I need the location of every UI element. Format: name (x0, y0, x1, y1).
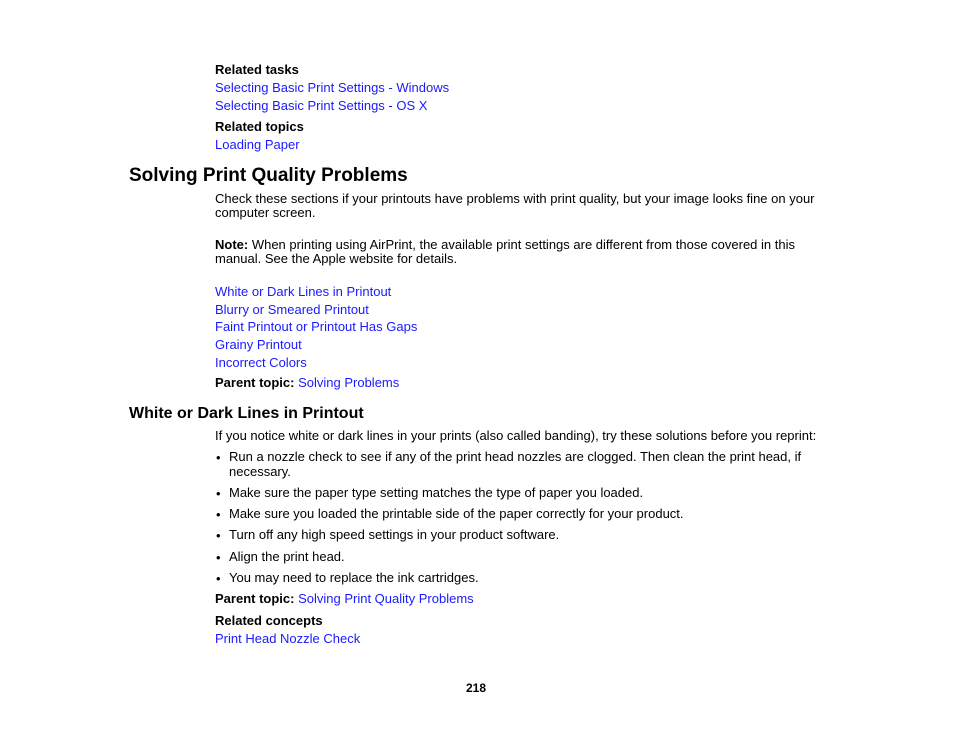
link-white-dark-lines[interactable]: White or Dark Lines in Printout (215, 284, 392, 299)
section-title-white-dark-lines: White or Dark Lines in Printout (129, 405, 364, 422)
page-number: 218 (466, 681, 487, 695)
note-text: When printing using AirPrint, the available print settings are different from those covered in this (248, 237, 795, 252)
link-faint-printout[interactable]: Faint Printout or Printout Has Gaps (215, 319, 418, 334)
related-topics-heading: Related topics (215, 119, 304, 134)
bullet-item-1-line-1: Run a nozzle check to see if any of the print head nozzles are clogged. Then clean the print head, if (229, 449, 802, 464)
related-tasks-heading: Related tasks (215, 62, 299, 77)
bullet-icon: • (216, 450, 221, 465)
link-loading-paper[interactable]: Loading Paper (215, 137, 300, 152)
related-concepts-heading: Related concepts (215, 613, 323, 628)
bullet-icon: • (216, 571, 221, 586)
link-grainy-printout[interactable]: Grainy Printout (215, 337, 302, 352)
parent-topic-label: Parent topic: (215, 375, 295, 390)
link-basic-print-settings-windows[interactable]: Selecting Basic Print Settings - Windows (215, 80, 450, 95)
note-line-2: manual. See the Apple website for details. (215, 251, 458, 266)
link-solving-print-quality-problems[interactable]: Solving Print Quality Problems (298, 591, 474, 606)
bullet-item-5: Align the print head. (229, 549, 345, 564)
note-label: Note: (215, 237, 249, 252)
parent-topic-1 (215, 376, 399, 390)
bullet-icon: • (216, 528, 221, 543)
bullet-icon: • (216, 507, 221, 522)
bullet-item-2: Make sure the paper type setting matches the type of paper you loaded. (229, 485, 644, 500)
parent-topic-label: Parent topic: (215, 591, 295, 606)
section-title-print-quality: Solving Print Quality Problems (129, 165, 408, 186)
bullet-item-6: You may need to replace the ink cartridges. (229, 570, 479, 585)
bullet-item-4: Turn off any high speed settings in your product software. (229, 527, 560, 542)
bullet-icon: • (216, 550, 221, 565)
link-incorrect-colors[interactable]: Incorrect Colors (215, 355, 307, 370)
intro-line-1: Check these sections if your printouts have problems with print quality, but your image looks fine on your (215, 191, 815, 206)
bullet-item-1-line-2: necessary. (229, 464, 291, 479)
note-line-1 (215, 238, 795, 252)
section2-intro: If you notice white or dark lines in your prints (also called banding), try these solutions before you reprint: (215, 428, 817, 443)
link-print-head-nozzle-check[interactable]: Print Head Nozzle Check (215, 631, 361, 646)
parent-topic-2 (215, 592, 474, 606)
bullet-item-3: Make sure you loaded the printable side of the paper correctly for your product. (229, 506, 684, 521)
link-basic-print-settings-osx[interactable]: Selecting Basic Print Settings - OS X (215, 98, 428, 113)
bullet-icon: • (216, 486, 221, 501)
intro-line-2: computer screen. (215, 205, 316, 220)
link-solving-problems[interactable]: Solving Problems (298, 375, 400, 390)
link-blurry-smeared[interactable]: Blurry or Smeared Printout (215, 302, 369, 317)
